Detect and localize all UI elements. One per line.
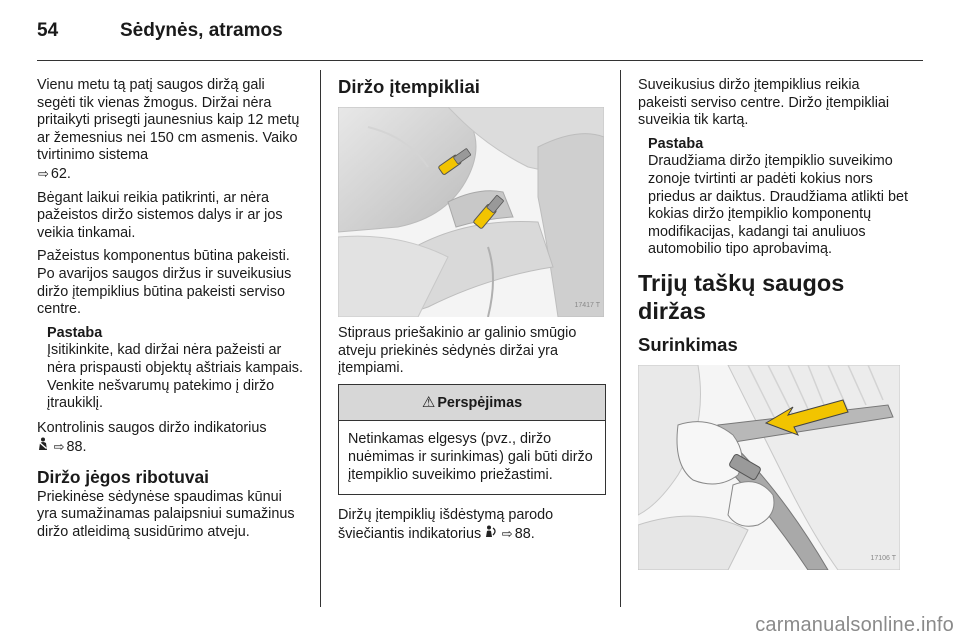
paragraph: Priekinėse sėdynėse spaudimas kūnui yra sumažinamas palaipsniui sumažinus diržo atleidimą susidūrimo atveju. [37, 488, 295, 541]
paragraph: Stipraus priešakinio ar galinio smūgio atveju priekinės sėdynės diržai yra įtempiami. [338, 325, 577, 377]
column-divider [620, 70, 621, 607]
warning-box [338, 384, 606, 495]
airbag-indicator-icon [485, 526, 501, 541]
column-right [638, 77, 908, 578]
warning-title: Perspėjimas [437, 394, 523, 411]
section-heading: Trijų taškų saugos diržas [638, 269, 845, 324]
note-title: Pastaba [648, 135, 704, 152]
note-title: Pastaba [47, 324, 103, 341]
page-title: Sėdynės, atramos [120, 20, 283, 41]
section-heading: Diržo jėgos ribotuvai [37, 466, 209, 487]
reference-arrow-icon: ⇨ [38, 165, 49, 181]
note-text: Draudžiama diržo įtempiklio suveikimo zonoje tvirtinti ar padėti kokius nors priedus ar daiktus. Draudžiama atlikti bet kokias diržo įtempiklio komponentų modifikacijas, kadangi tai anuliuos automobilio tipo aprobavimą. [648, 153, 908, 258]
warning-header [339, 385, 605, 422]
reference-arrow-icon: ⇨ [53, 439, 65, 455]
page-header [37, 20, 283, 46]
paragraph-text: Vienu metu tą patį saugos diržą gali segėti tik vienas žmogus. Diržai nėra pritaikyti prisegti jaunesnius kaip 12 metų ar žemesnius nei 150 cm asmenis. Vaiko tvirtinimo sistema [37, 77, 300, 164]
paragraph-text: Kontrolinis saugos diržo indikatorius [37, 419, 267, 436]
seatbelt-indicator-icon [37, 439, 53, 454]
figure-number: 17106 T [870, 555, 896, 563]
subsection-heading: Surinkimas [638, 333, 738, 355]
seatbelt-fastening-illustration [638, 365, 900, 570]
header-divider [37, 60, 923, 61]
watermark-text: carmanualsonline.info [755, 614, 954, 636]
belt-tensioner-illustration [338, 107, 604, 317]
paragraph: Bėgant laikui reikia patikrinti, ar nėra pažeistos diržo sistemos dalys ir ar jos veikia tinkamai. [37, 189, 283, 241]
column-divider [320, 70, 321, 607]
warning-triangle-icon: ⚠ [421, 393, 436, 411]
page-reference[interactable]: 62. [50, 165, 71, 182]
reference-arrow-icon: ⇨ [501, 525, 513, 541]
page-reference[interactable]: 88. [66, 439, 87, 456]
warning-text: Netinkamas elgesys (pvz., diržo nuėmimas ir surinkimas) gali būti diržo įtempiklio suveikimo priežastimi. [348, 431, 593, 483]
note-block [37, 325, 305, 413]
paragraph [37, 77, 305, 184]
paragraph: Pažeistus komponentus būtina pakeisti. Po avarijos saugos diržus ir suveikusius diržo įtempiklius būtina pakeisti serviso centre. [37, 248, 292, 318]
note-block [638, 136, 908, 259]
column-left [37, 77, 305, 548]
paragraph: Suveikusius diržo įtempiklius reikia pakeisti serviso centre. Diržo įtempikliai suveikia tik kartą. [638, 77, 890, 129]
paragraph-text: Diržų įtempiklių išdėstymą parodo šviečiantis indikatorius [338, 507, 554, 542]
figure-number: 17417 T [574, 302, 600, 310]
paragraph [37, 420, 305, 457]
section-heading: Diržo įtempikliai [338, 76, 480, 97]
page-number: 54 [37, 20, 59, 41]
note-text: Įsitikinkite, kad diržai nėra pažeisti ar nėra prispausti objektų aštriais kampais. Venkite nešvarumų patekimo į diržo įtraukiklį. [47, 342, 303, 412]
column-middle [338, 77, 606, 549]
page-reference[interactable]: 88. [514, 525, 535, 542]
paragraph [338, 507, 606, 543]
